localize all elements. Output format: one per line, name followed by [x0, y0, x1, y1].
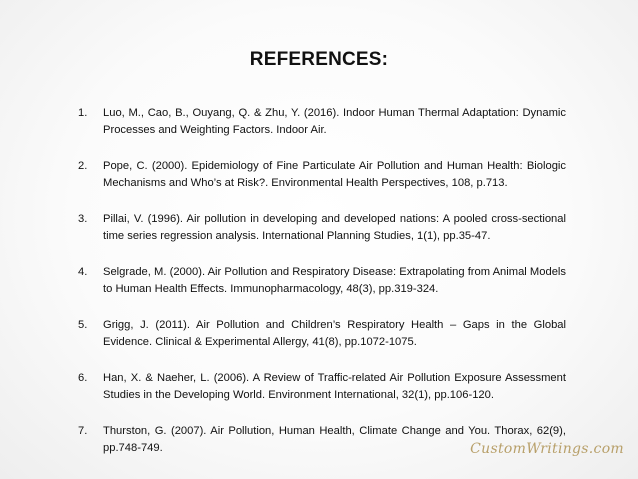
- reference-item: [78, 105, 566, 139]
- reference-number: 2.: [78, 160, 88, 172]
- reference-number: 6.: [78, 372, 88, 384]
- reference-text: Han, X. & Naeher, L. (2006). A Review of Traffic-related Air Pollution Exposure Assessment Studies in the Developing World. Environment International, 32(1), pp.106-120.: [103, 372, 566, 401]
- reference-item: [78, 317, 566, 351]
- reference-text: Grigg, J. (2011). Air Pollution and Children’s Respiratory Health – Gaps in the Global Evidence. Clinical & Experimental Allergy, 41(8), pp.1072-1075.: [103, 319, 566, 348]
- reference-text: Thurston, G. (2007). Air Pollution, Human Health, Climate Change and You. Thorax, 62(9), pp.748-749.: [103, 425, 566, 454]
- reference-text: Luo, M., Cao, B., Ouyang, Q. & Zhu, Y. (2016). Indoor Human Thermal Adaptation: Dynamic Processes and Weighting Factors. Indoor Air.: [103, 107, 566, 136]
- reference-text: Pillai, V. (1996). Air pollution in developing and developed nations: A pooled cross-sectional time series regression analysis. International Planning Studies, 1(1), pp.35-47.: [103, 213, 566, 242]
- reference-number: 5.: [78, 319, 88, 331]
- reference-list: [78, 105, 566, 476]
- reference-text: Selgrade, M. (2000). Air Pollution and Respiratory Disease: Extrapolating from Animal Models to Human Health Effects. Immunopharmacology, 48(3), pp.319-324.: [103, 266, 566, 295]
- slide-title: REFERENCES:: [249, 49, 389, 70]
- watermark-logo: CustomWritings.com: [470, 441, 624, 457]
- reference-item: [78, 264, 566, 298]
- reference-text: Pope, C. (2000). Epidemiology of Fine Particulate Air Pollution and Human Health: Biologic Mechanisms and Who’s at Risk?. Environmental Health Perspectives, 108, p.713.: [103, 160, 566, 189]
- reference-item: [78, 370, 566, 404]
- reference-number: 3.: [78, 213, 88, 225]
- reference-number: 1.: [78, 107, 88, 119]
- reference-item: [78, 211, 566, 245]
- reference-number: 4.: [78, 266, 88, 278]
- reference-item: [78, 158, 566, 192]
- reference-number: 7.: [78, 425, 88, 437]
